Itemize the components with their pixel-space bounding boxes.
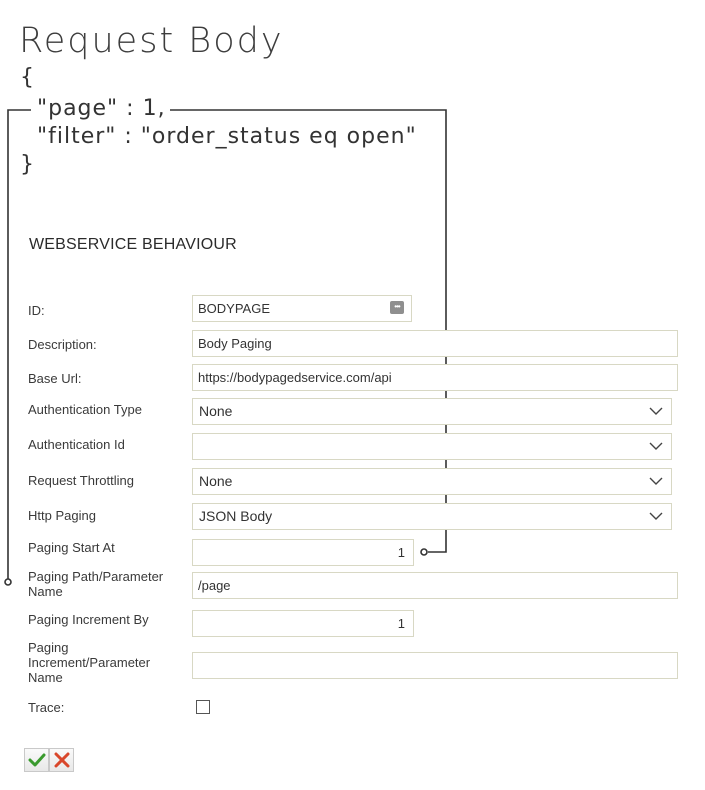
form-title: WEBSERVICE BEHAVIOUR [29, 236, 237, 253]
code-line-open-brace: { [20, 65, 35, 90]
paging-path-label: Paging Path/Parameter Name [28, 569, 164, 599]
authentication-type-value: None [199, 403, 233, 419]
paging-start-at-input[interactable]: 1 [192, 539, 414, 566]
chevron-down-icon [649, 441, 663, 451]
description-input[interactable]: Body Paging [192, 330, 678, 357]
more-dots-icon[interactable]: ••• [390, 301, 404, 314]
authentication-type-label: Authentication Type [28, 402, 142, 417]
code-line-close-brace: } [20, 152, 35, 177]
paging-increment-by-label: Paging Increment By [28, 612, 149, 627]
http-paging-value: JSON Body [199, 508, 273, 524]
authentication-id-label: Authentication Id [28, 437, 125, 452]
request-throttling-value: None [199, 473, 233, 489]
connector-dot-path [5, 579, 11, 585]
http-paging-label: Http Paging [28, 508, 96, 523]
base-url-label: Base Url: [28, 371, 82, 386]
id-value: BODYPAGE [198, 301, 271, 316]
id-input[interactable] [192, 295, 412, 322]
request-throttling-label: Request Throttling [28, 473, 134, 488]
paging-start-at-label: Paging Start At [28, 540, 115, 555]
connector-dot-start-at [421, 549, 427, 555]
chevron-down-icon [649, 511, 663, 521]
base-url-input[interactable]: https://bodypagedservice.com/api [192, 364, 678, 391]
code-line-page: "page" : 1, [21, 96, 166, 121]
trace-label: Trace: [28, 700, 65, 715]
paging-increment-by-input[interactable]: 1 [192, 610, 414, 637]
request-body-title: Request Body [19, 21, 284, 61]
code-line-filter: "filter" : "order_status eq open" [21, 124, 417, 149]
request-throttling-select[interactable] [192, 468, 672, 495]
authentication-id-select[interactable] [192, 433, 672, 460]
authentication-type-select[interactable] [192, 398, 672, 425]
close-icon [53, 752, 71, 768]
id-label: ID: [28, 303, 45, 318]
cancel-button[interactable] [49, 748, 74, 772]
chevron-down-icon [649, 476, 663, 486]
http-paging-select[interactable] [192, 503, 672, 530]
chevron-down-icon [649, 406, 663, 416]
description-label: Description: [28, 337, 97, 352]
paging-increment-param-input[interactable] [192, 652, 678, 679]
paging-path-input[interactable]: /page [192, 572, 678, 599]
trace-checkbox[interactable] [196, 700, 210, 714]
confirm-button[interactable] [24, 748, 49, 772]
checkmark-icon [28, 752, 46, 768]
paging-increment-param-label: Paging Increment/Parameter Name [28, 640, 151, 685]
